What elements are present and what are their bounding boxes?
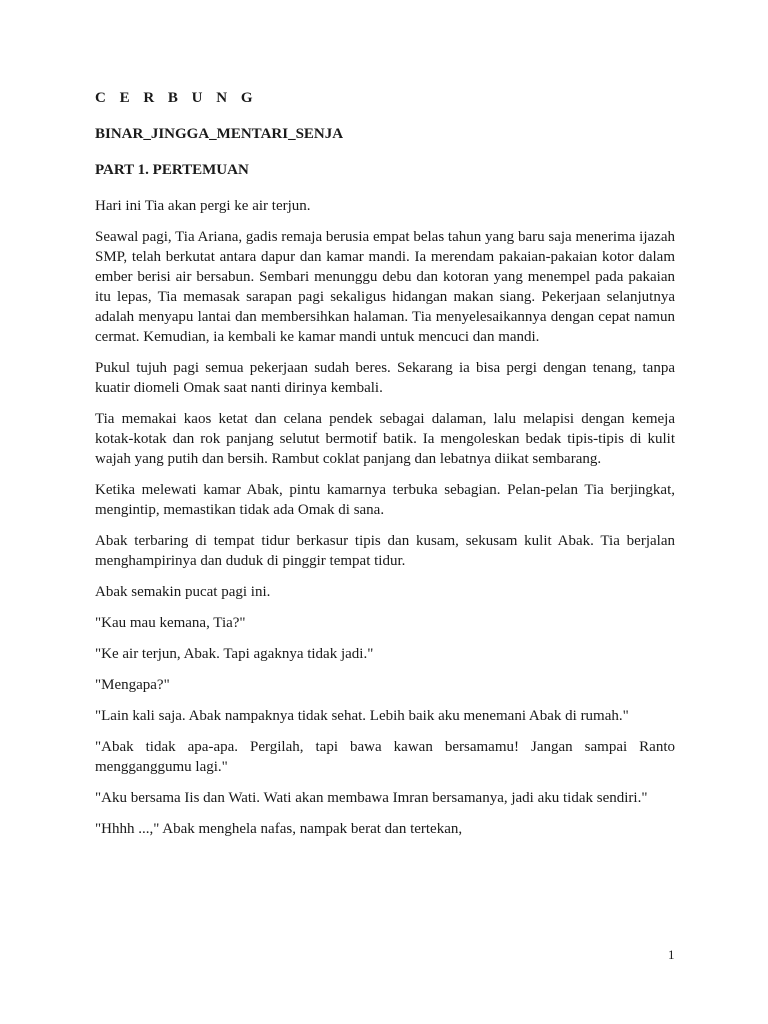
dialogue-line-1: "Kau mau kemana, Tia?": [95, 615, 246, 631]
dialogue-line-5: "Abak tidak apa-apa. Pergilah, tapi bawa kawan bersamamu! Jangan sampai Ranto mengganggumu lagi.": [95, 739, 675, 775]
paragraph-1: Hari ini Tia akan pergi ke air terjun.: [95, 198, 311, 214]
paragraph-6: Abak terbaring di tempat tidur berkasur tipis dan kusam, sekusam kulit Abak. Tia berjalan menghampirinya dan duduk di pinggir tempat tidur.: [95, 533, 675, 569]
paragraph-5: Ketika melewati kamar Abak, pintu kamarnya terbuka sebagian. Pelan-pelan Tia berjingkat, mengintip, memastikan tidak ada Omak di sana.: [95, 482, 675, 518]
paragraph-2: Seawal pagi, Tia Ariana, gadis remaja berusia empat belas tahun yang baru saja menerima ijazah SMP, telah berkutat antara dapur dan kamar mandi. Ia merendam pakaian-pakaian kotor dalam ember berisi air bersabun. Sembari menunggu debu dan kotoran yang menempel pada pakaian itu lepas, Tia memasak sarapan pagi sekaligus hidangan makan siang. Pekerjaan selanjutnya adalah menyapu lantai dan membersihkan halaman. Tia menyelesaikannya dengan cepat namun cermat. Kemudian, ia kembali ke kamar mandi untuk mencuci dan mandi.: [95, 229, 675, 345]
dialogue-line-7: "Hhhh ...," Abak menghela nafas, nampak berat dan tertekan,: [95, 821, 463, 837]
dialogue-line-6: "Aku bersama Iis dan Wati. Wati akan membawa Imran bersamanya, jadi aku tidak sendiri.": [95, 790, 648, 806]
paragraph-3: Pukul tujuh pagi semua pekerjaan sudah beres. Sekarang ia bisa pergi dengan tenang, tanpa kuatir diomeli Omak saat nanti dirinya kembali.: [95, 360, 675, 396]
dialogue-line-2: "Ke air terjun, Abak. Tapi agaknya tidak jadi.": [95, 646, 374, 662]
document-body: [95, 88, 675, 850]
paragraph-7: Abak semakin pucat pagi ini.: [95, 584, 271, 600]
chapter-title: PART 1. PERTEMUAN: [95, 162, 249, 178]
paragraph-4: Tia memakai kaos ketat dan celana pendek sebagai dalaman, lalu melapisi dengan kemeja kotak-kotak dan rok panjang selutut bermotif batik. Ia mengoleskan bedak tipis-tipis di kulit wajah yang putih dan bersih. Rambut coklat panjang dan lebatnya diikat sembarang.: [95, 411, 675, 467]
page-number: 1: [668, 947, 675, 962]
dialogue-line-4: "Lain kali saja. Abak nampaknya tidak sehat. Lebih baik aku menemani Abak di rumah.": [95, 708, 629, 724]
series-title: BINAR_JINGGA_MENTARI_SENJA: [95, 126, 344, 142]
document-label: C E R B U N G: [95, 90, 258, 106]
dialogue-line-3: "Mengapa?": [95, 677, 170, 693]
